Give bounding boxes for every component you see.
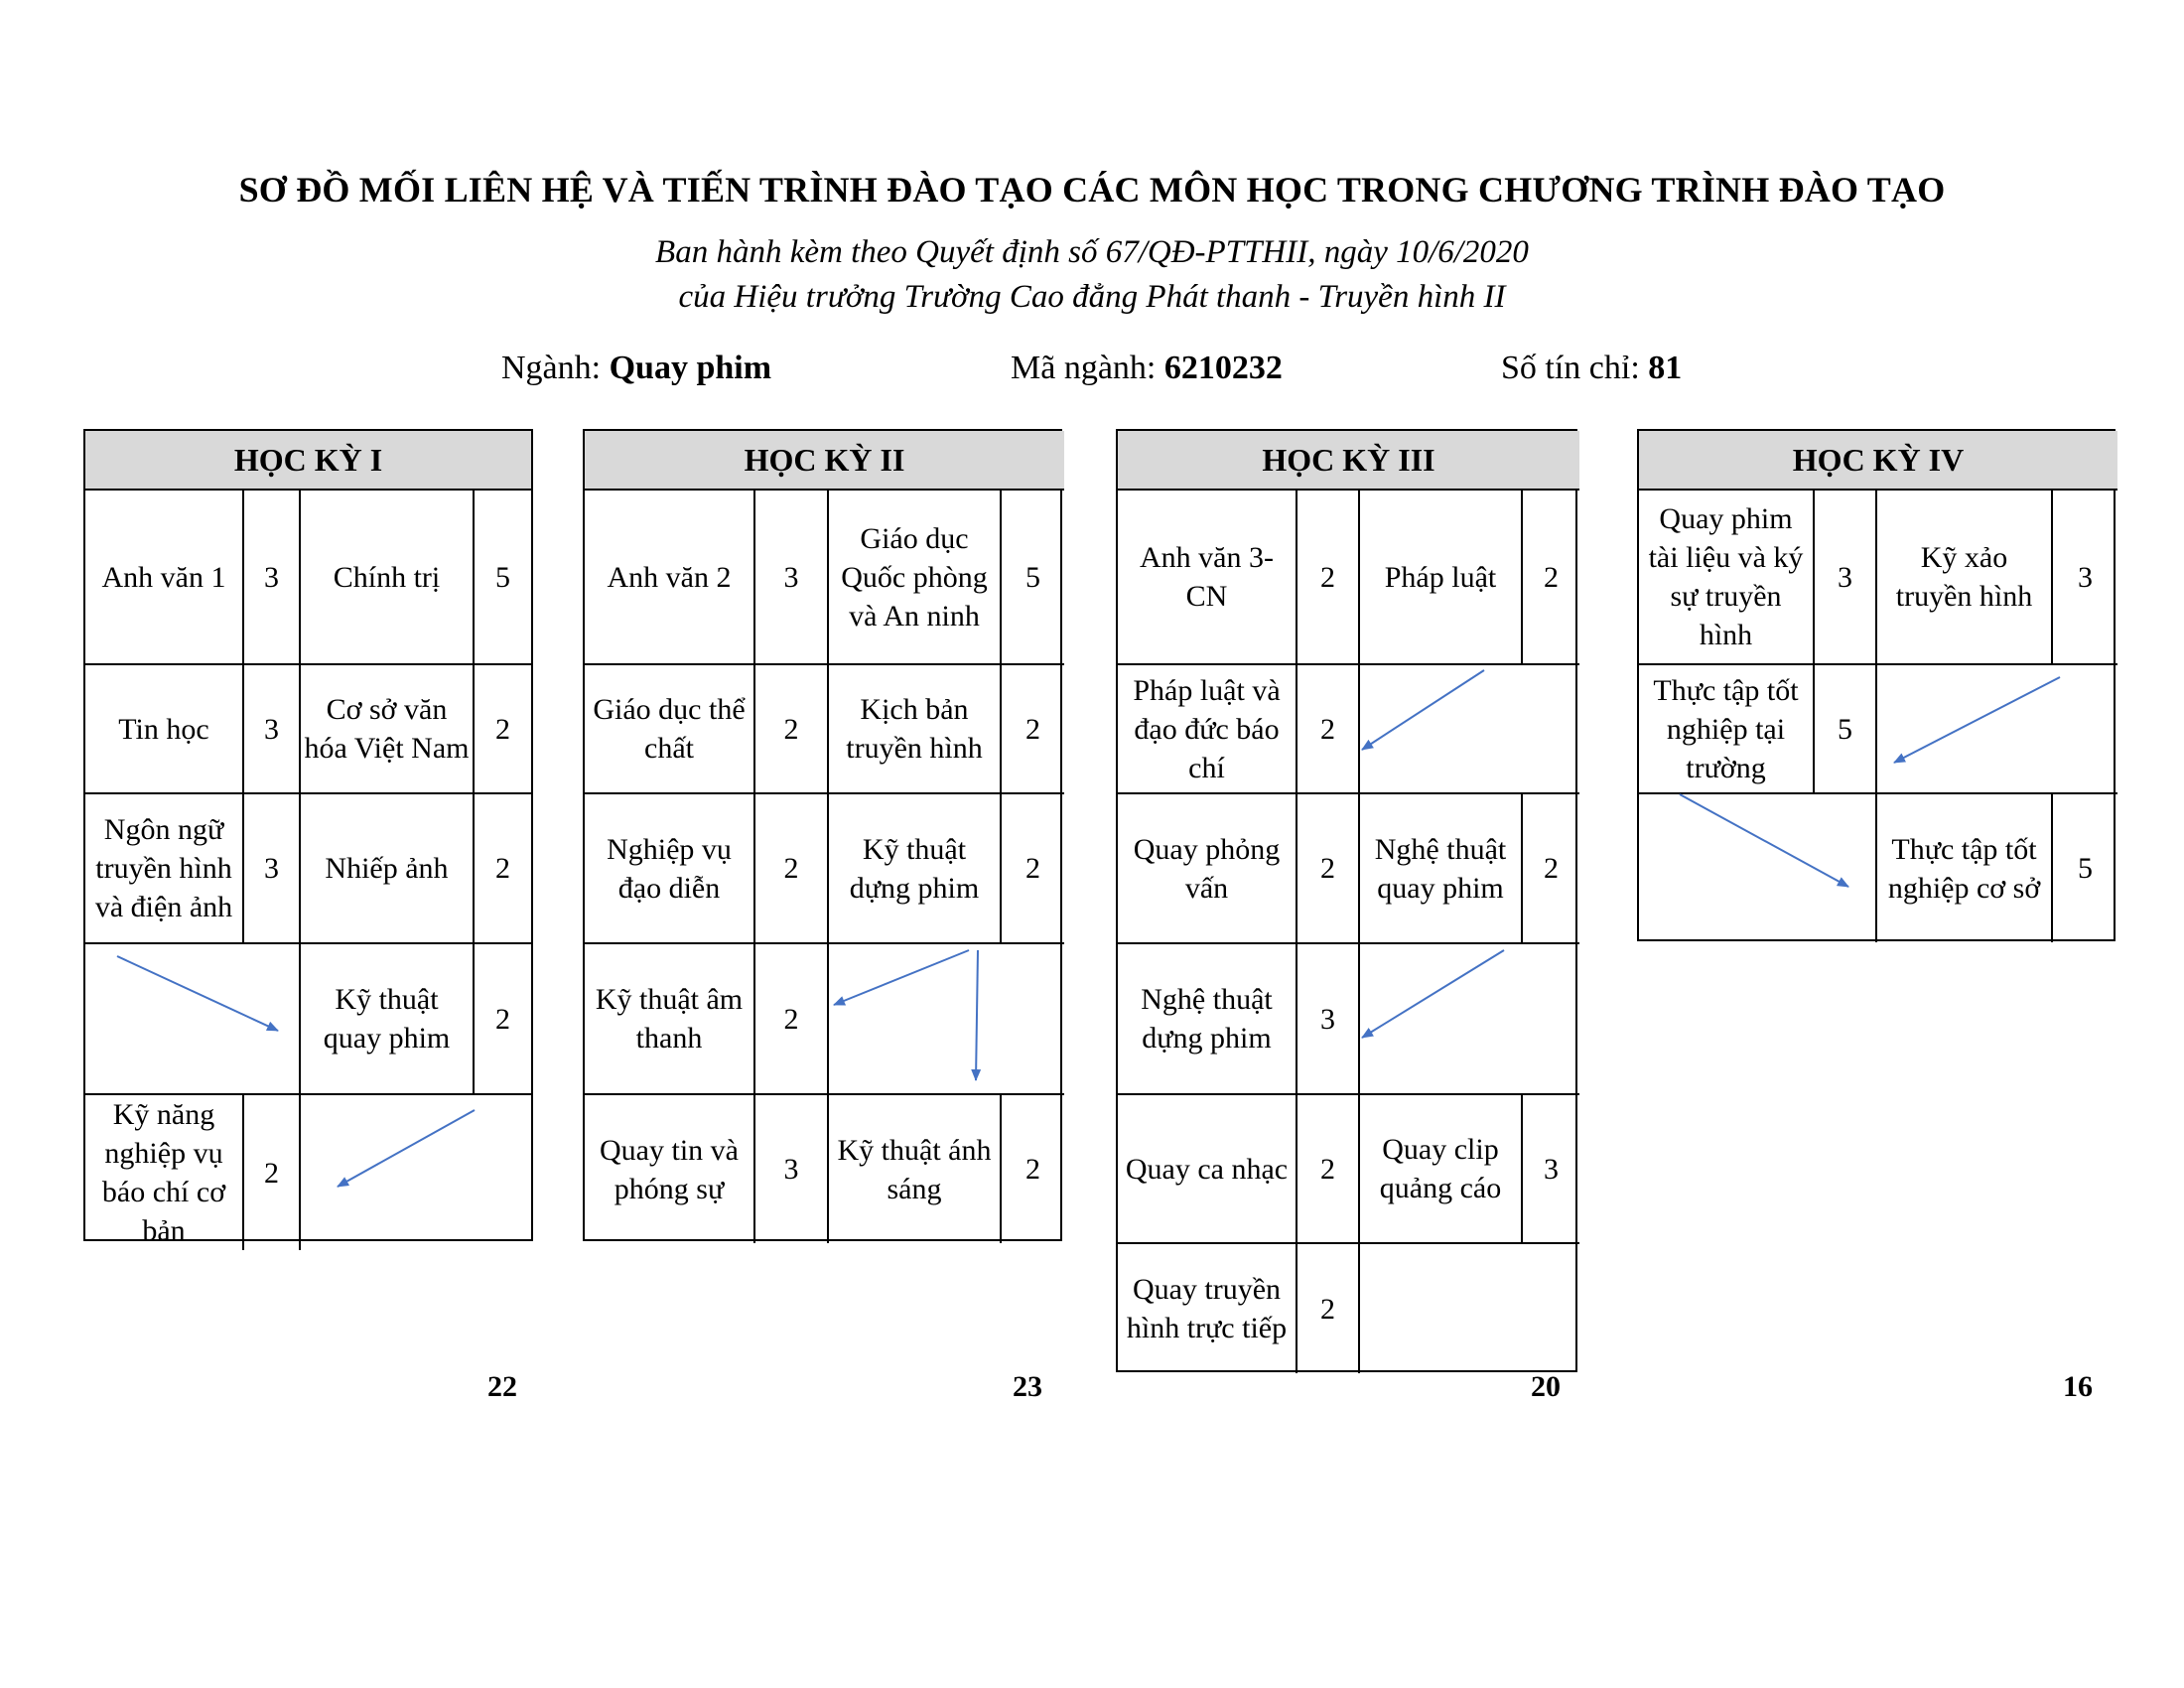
course-credits: 3 [243,664,300,793]
course-name: Kỹ thuật âm thanh [585,943,754,1094]
course-name: Quay ca nhạc [1118,1094,1297,1243]
subtitle-issuer: của Hiệu trưởng Trường Cao đẳng Phát thanh - Truyền hình II [678,279,1506,315]
arrow-cell [1359,664,1579,793]
course-credits: 5 [1814,664,1876,793]
arrow-cell [1876,664,2117,793]
semester-header: HỌC KỲ III [1118,431,1579,490]
course-credits: 2 [1001,664,1064,793]
course-credits: 2 [474,943,531,1094]
course-credits: 3 [1814,490,1876,664]
course-name: Quay clip quảng cáo [1359,1094,1522,1243]
course-name: Pháp luật [1359,490,1522,664]
course-name: Thực tập tốt nghiệp tại trường [1639,664,1814,793]
course-credits: 2 [754,664,828,793]
course-credits: 5 [1001,490,1064,664]
course-credits: 2 [1522,490,1579,664]
arrow-cell [1359,943,1579,1094]
course-credits: 2 [1001,1094,1064,1243]
course-credits: 3 [2052,490,2117,664]
major-info [501,350,771,387]
course-name: Quay truyền hình trực tiếp [1118,1243,1297,1373]
course-name: Thực tập tốt nghiệp cơ sở [1876,793,2052,942]
semester-3-total: 20 [1531,1370,1561,1403]
course-credits: 2 [754,793,828,943]
course-credits: 2 [474,793,531,943]
course-credits: 2 [1522,793,1579,943]
course-credits: 2 [1001,793,1064,943]
course-name: Anh văn 2 [585,490,754,664]
course-name: Kỹ thuật quay phim [300,943,474,1094]
semester-3-table [1116,429,1577,1372]
semester-1-table [83,429,533,1247]
course-credits: 2 [243,1094,300,1250]
course-credits: 3 [754,490,828,664]
arrow-cell [828,943,1064,1094]
major-label: Ngành: [501,350,610,386]
course-credits: 2 [1297,1243,1359,1373]
course-credits: 3 [754,1094,828,1243]
semester-4-total: 16 [2063,1370,2093,1403]
semester-header: HỌC KỲ I [85,431,531,490]
course-name: Kỹ thuật dựng phim [828,793,1001,943]
course-name: Chính trị [300,490,474,664]
course-name: Pháp luật và đạo đức báo chí [1118,664,1297,793]
course-credits: 3 [243,793,300,943]
course-name: Anh văn 3-CN [1118,490,1297,664]
course-name: Quay phim tài liệu và ký sự truyền hình [1639,490,1814,664]
major-code-label: Mã ngành: [1011,350,1164,386]
major-code-info [1011,350,1283,387]
course-credits: 2 [474,664,531,793]
course-credits: 2 [1297,664,1359,793]
subtitle-decision: Ban hành kèm theo Quyết định số 67/QĐ-PTTHII, ngày 10/6/2020 [655,234,1529,270]
arrow-cell [300,1094,531,1250]
semester-4-table [1637,429,2116,941]
course-name: Cơ sở văn hóa Việt Nam [300,664,474,793]
course-name: Kỹ thuật ánh sáng [828,1094,1001,1243]
major-code-value: 6210232 [1163,350,1283,386]
course-name: Kỹ năng nghiệp vụ báo chí cơ bản [85,1094,243,1250]
course-credits: 3 [1522,1094,1579,1243]
arrow-cell [1639,793,1876,942]
major-value: Quay phim [609,350,772,386]
credits-label: Số tín chỉ: [1501,350,1649,386]
semester-header: HỌC KỲ II [585,431,1064,490]
course-name: Nghệ thuật dựng phim [1118,943,1297,1094]
course-credits: 2 [1297,793,1359,943]
course-name: Giáo dục thể chất [585,664,754,793]
course-name: Nhiếp ảnh [300,793,474,943]
arrow-cell [85,943,300,1094]
semester-1-total: 22 [487,1370,517,1403]
credits-info [1501,350,1682,387]
course-credits: 3 [1297,943,1359,1094]
semester-2-table [583,429,1062,1241]
course-name: Ngôn ngữ truyền hình và điện ảnh [85,793,243,943]
course-credits: 3 [243,490,300,664]
course-name: Nghiệp vụ đạo diễn [585,793,754,943]
course-credits: 2 [1297,490,1359,664]
document-title: SƠ ĐỒ MỐI LIÊN HỆ VÀ TIẾN TRÌNH ĐÀO TẠO CÁC MÔN HỌC TRONG CHƯƠNG TRÌNH ĐÀO TẠO [238,170,1946,210]
semester-header: HỌC KỲ IV [1639,431,2117,490]
course-name: Kỹ xảo truyền hình [1876,490,2052,664]
course-credits: 2 [1297,1094,1359,1243]
course-name: Kịch bản truyền hình [828,664,1001,793]
course-name: Nghệ thuật quay phim [1359,793,1522,943]
course-name: Anh văn 1 [85,490,243,664]
empty-cell [1359,1243,1579,1373]
credits-value: 81 [1648,350,1683,386]
course-credits: 2 [754,943,828,1094]
course-name: Quay tin và phóng sự [585,1094,754,1243]
course-name: Quay phỏng vấn [1118,793,1297,943]
course-credits: 5 [474,490,531,664]
semester-2-total: 23 [1013,1370,1042,1403]
course-name: Giáo dục Quốc phòng và An ninh [828,490,1001,664]
course-credits: 5 [2052,793,2117,942]
course-name: Tin học [85,664,243,793]
